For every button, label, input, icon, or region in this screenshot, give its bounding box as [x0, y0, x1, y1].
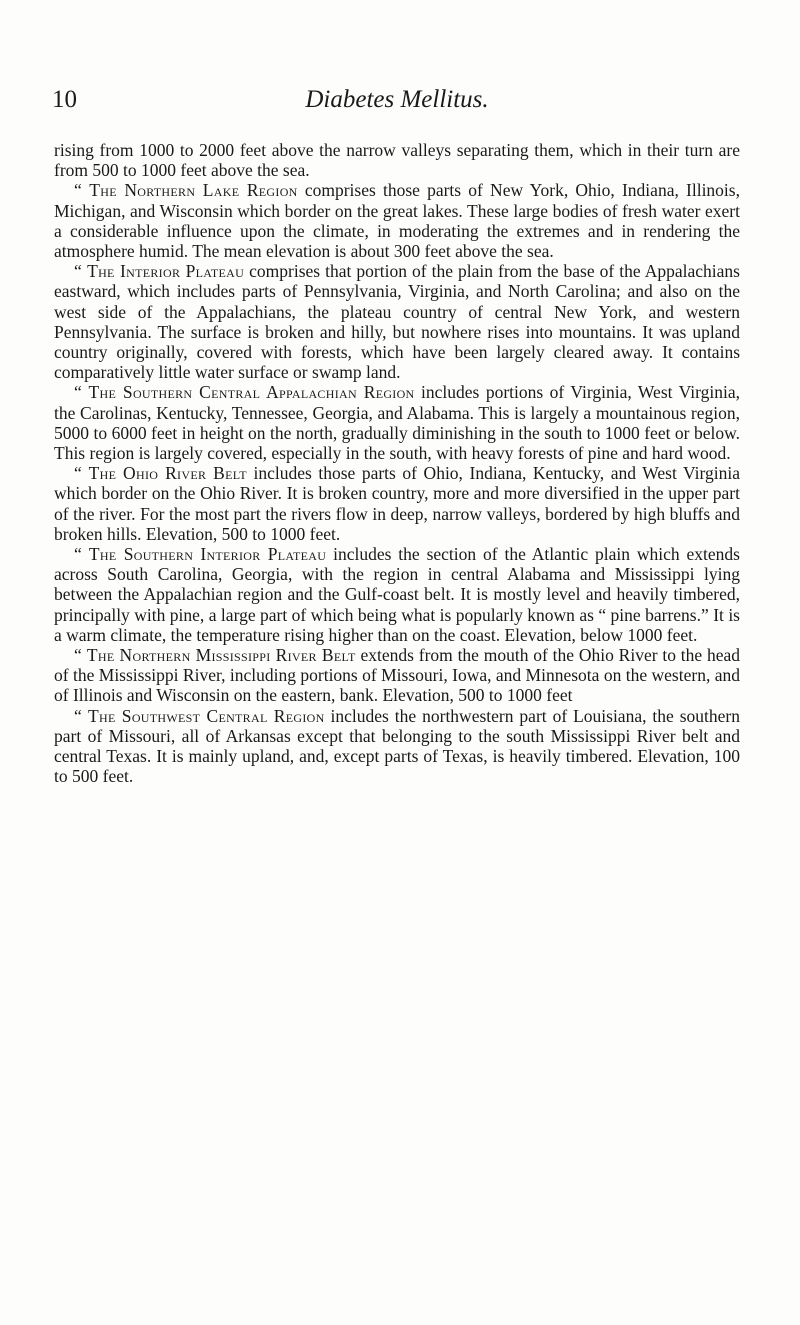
section-heading: “ The Northern Lake Region: [74, 180, 298, 201]
paragraph-text: includes the northwestern part of Louisiana, the southern part of Missouri, all of Arkansas except that belonging to the south Mississippi River belt and central Texas. It is mainly upland, and, except parts of Texas, is heavily timbered. Elevation, 100 to 500 feet.: [54, 705, 740, 787]
paragraph-text: extends from the mouth of the Ohio River to the head of the Mississippi River, including portions of Missouri, Iowa, and Minnesota on the western, and of Illinois and Wisconsin on the eastern, bank. Elevation, 500 to 1000 feet: [54, 645, 740, 706]
paragraph-text: includes portions of Virginia, West Virginia, the Carolinas, Kentucky, Tennessee, Georgia, and Alabama. This is largely a mountainous region, 5000 to 6000 feet in height on the north, gradually diminishing in the south to 1000 feet or below. This region is largely covered, especially in the south, with heavy forests of pine and hard wood.: [54, 382, 740, 464]
paragraph: [54, 180, 740, 261]
running-title: Diabetes Mellitus.: [305, 86, 489, 113]
section-heading: “ The Southern Interior Plateau: [74, 544, 327, 565]
section-heading: “ The Northern Mississippi River Belt: [74, 645, 356, 666]
paragraph: [54, 706, 740, 787]
paragraph: [54, 140, 740, 180]
paragraph-text: includes those parts of Ohio, Indiana, Kentucky, and West Virginia which border on the Ohio River. It is broken country, more and more diversified in the upper part of the river. For the most part the rivers flow in deep, narrow valleys, bordered by high bluffs and broken hills. Elevation, 500 to 1000 feet.: [54, 463, 740, 544]
section-heading: “ The Interior Plateau: [74, 261, 245, 282]
section-heading: “ The Ohio River Belt: [74, 463, 247, 484]
paragraph: [54, 382, 740, 463]
paragraph: [54, 544, 740, 645]
paragraph: [54, 463, 740, 544]
paragraph-text: comprises those parts of New York, Ohio, Indiana, Illinois, Michigan, and Wisconsin which border on the great lakes. These large bodies of fresh water exert a considerable influence upon the climate, in moderating the extremes and in rendering the atmosphere humid. The mean elevation is about 300 feet above the sea.: [54, 180, 740, 262]
body-text: [54, 140, 740, 787]
paragraph-text: comprises that portion of the plain from the base of the Appalachians eastward, which includes parts of Pennsylvania, Virginia, and North Carolina; and also on the west side of the Appalachians, the plateau country of central New York, and western Pennsylvania. The surface is broken and hilly, but nowhere rises into mountains. It was upland country originally, covered with forests, which have been largely cleared away. It contains comparatively little water surface or swamp land.: [54, 261, 740, 383]
section-heading: “ The Southern Central Appalachian Region: [74, 382, 415, 403]
running-head: [52, 86, 742, 120]
section-heading: “ The Southwest Central Region: [74, 705, 325, 726]
paragraph: [54, 261, 740, 382]
paragraph-text: includes the section of the Atlantic plain which extends across South Carolina, Georgia, with the region in central Alabama and Mississippi lying between the Appalachian region and the Gulf-coast belt. It is mostly level and heavily timbered, principally with pine, a large part of which being what is popularly known as “ pine barrens.” It is a warm climate, the temperature rising higher than on the coast. Elevation, below 1000 feet.: [54, 544, 740, 645]
paragraph: [54, 645, 740, 706]
paragraph-text: rising from 1000 to 2000 feet above the narrow valleys separating them, which in their turn are from 500 to 1000 feet above the sea.: [54, 140, 740, 181]
page-number: 10: [52, 86, 77, 113]
